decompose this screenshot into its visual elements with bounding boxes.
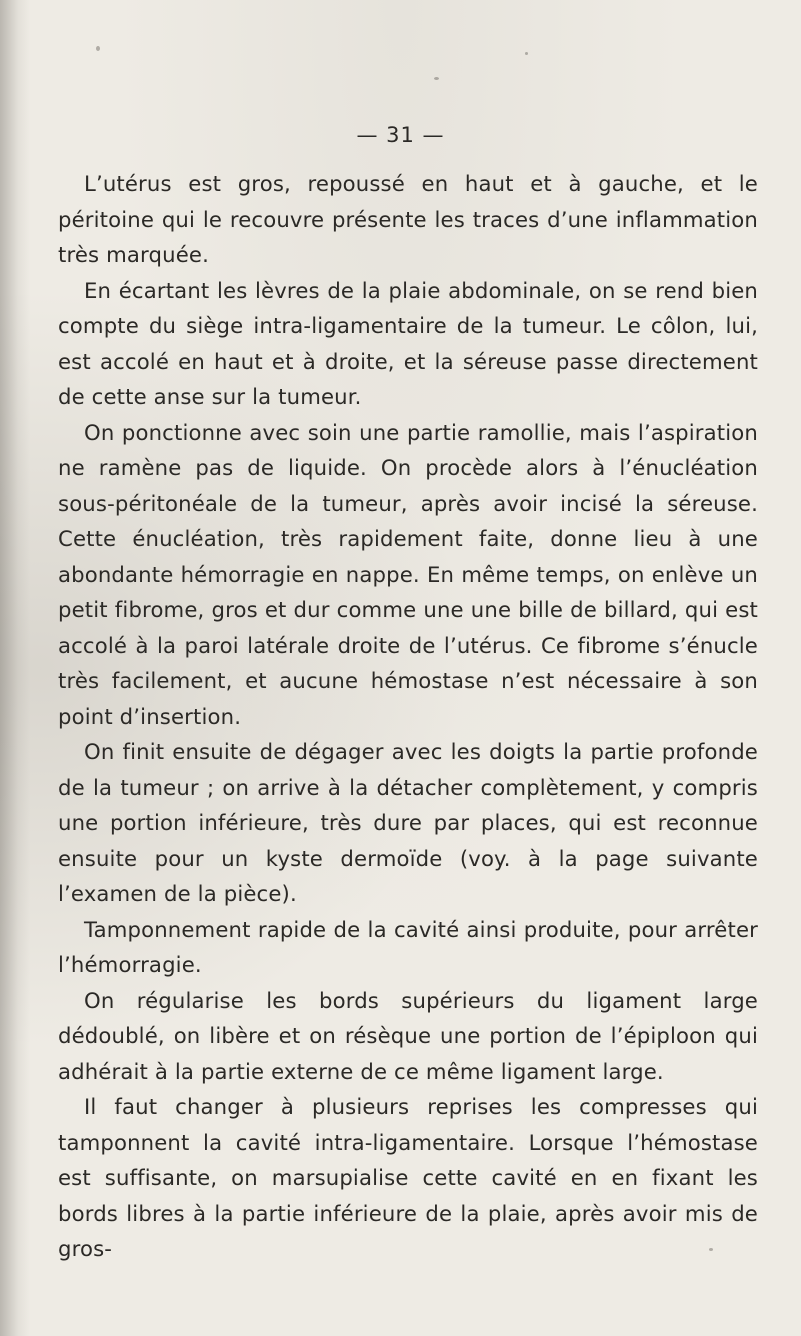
paragraph: On ponctionne avec soin une partie ramollie, mais l’aspiration ne ramène pas de liquide. On procède alors à l’énucléation sous-péritonéale de la tumeur, après avoir incisé la séreuse. Cette énucléation, très rapidement faite, donne lieu à une abondante hémorragie en nappe. En même temps, on enlève un petit fibrome, gros et dur comme une une bille de billard, qui est accolé à la paroi latérale droite de l’utérus. Ce fibrome s’énucle très facilement, et aucune hémostase n’est nécessaire à son point d’insertion.	[58, 419, 758, 729]
paragraph: On régularise les bords supérieurs du ligament large dédoublé, on libère et on résèque une portion de l’épiploon qui adhérait à la partie externe de ce même ligament large.	[58, 987, 758, 1084]
body-text	[58, 166, 758, 1267]
paragraph: En écartant les lèvres de la plaie abdominale, on se rend bien compte du siège intra-ligamentaire de la tumeur. Le côlon, lui, est accolé en haut et à droite, et la séreuse passe directement de cette anse sur la tumeur.	[58, 277, 758, 409]
paragraph: On finit ensuite de dégager avec les doigts la partie profonde de la tumeur ; on arrive à la détacher complètement, y compris une portion inférieure, très dure par places, qui est reconnue ensuite pour un kyste dermoïde (voy. à la page suivante l’examen de la pièce).	[58, 739, 758, 906]
paper-speck	[434, 77, 439, 80]
paper-speck	[709, 1248, 713, 1251]
paragraph: Tamponnement rapide de la cavité ainsi produite, pour arrêter l’hémorragie.	[58, 916, 758, 977]
page-number: — 31 —	[356, 123, 445, 147]
paper-speck	[96, 46, 100, 51]
paper-speck	[525, 52, 528, 55]
paragraph: Il faut changer à plusieurs reprises les compresses qui tamponnent la cavité intra-ligamentaire. Lorsque l’hémostase est suffisante, on marsupialise cette cavité en en fixant les bords libres à la partie inférieure de la plaie, après avoir mis de gros-	[58, 1094, 758, 1261]
paragraph: L’utérus est gros, repoussé en haut et à gauche, et le péritoine qui le recouvre présente les traces d’une inflammation très marquée.	[58, 171, 758, 267]
page-edge-shadow	[0, 0, 30, 1336]
